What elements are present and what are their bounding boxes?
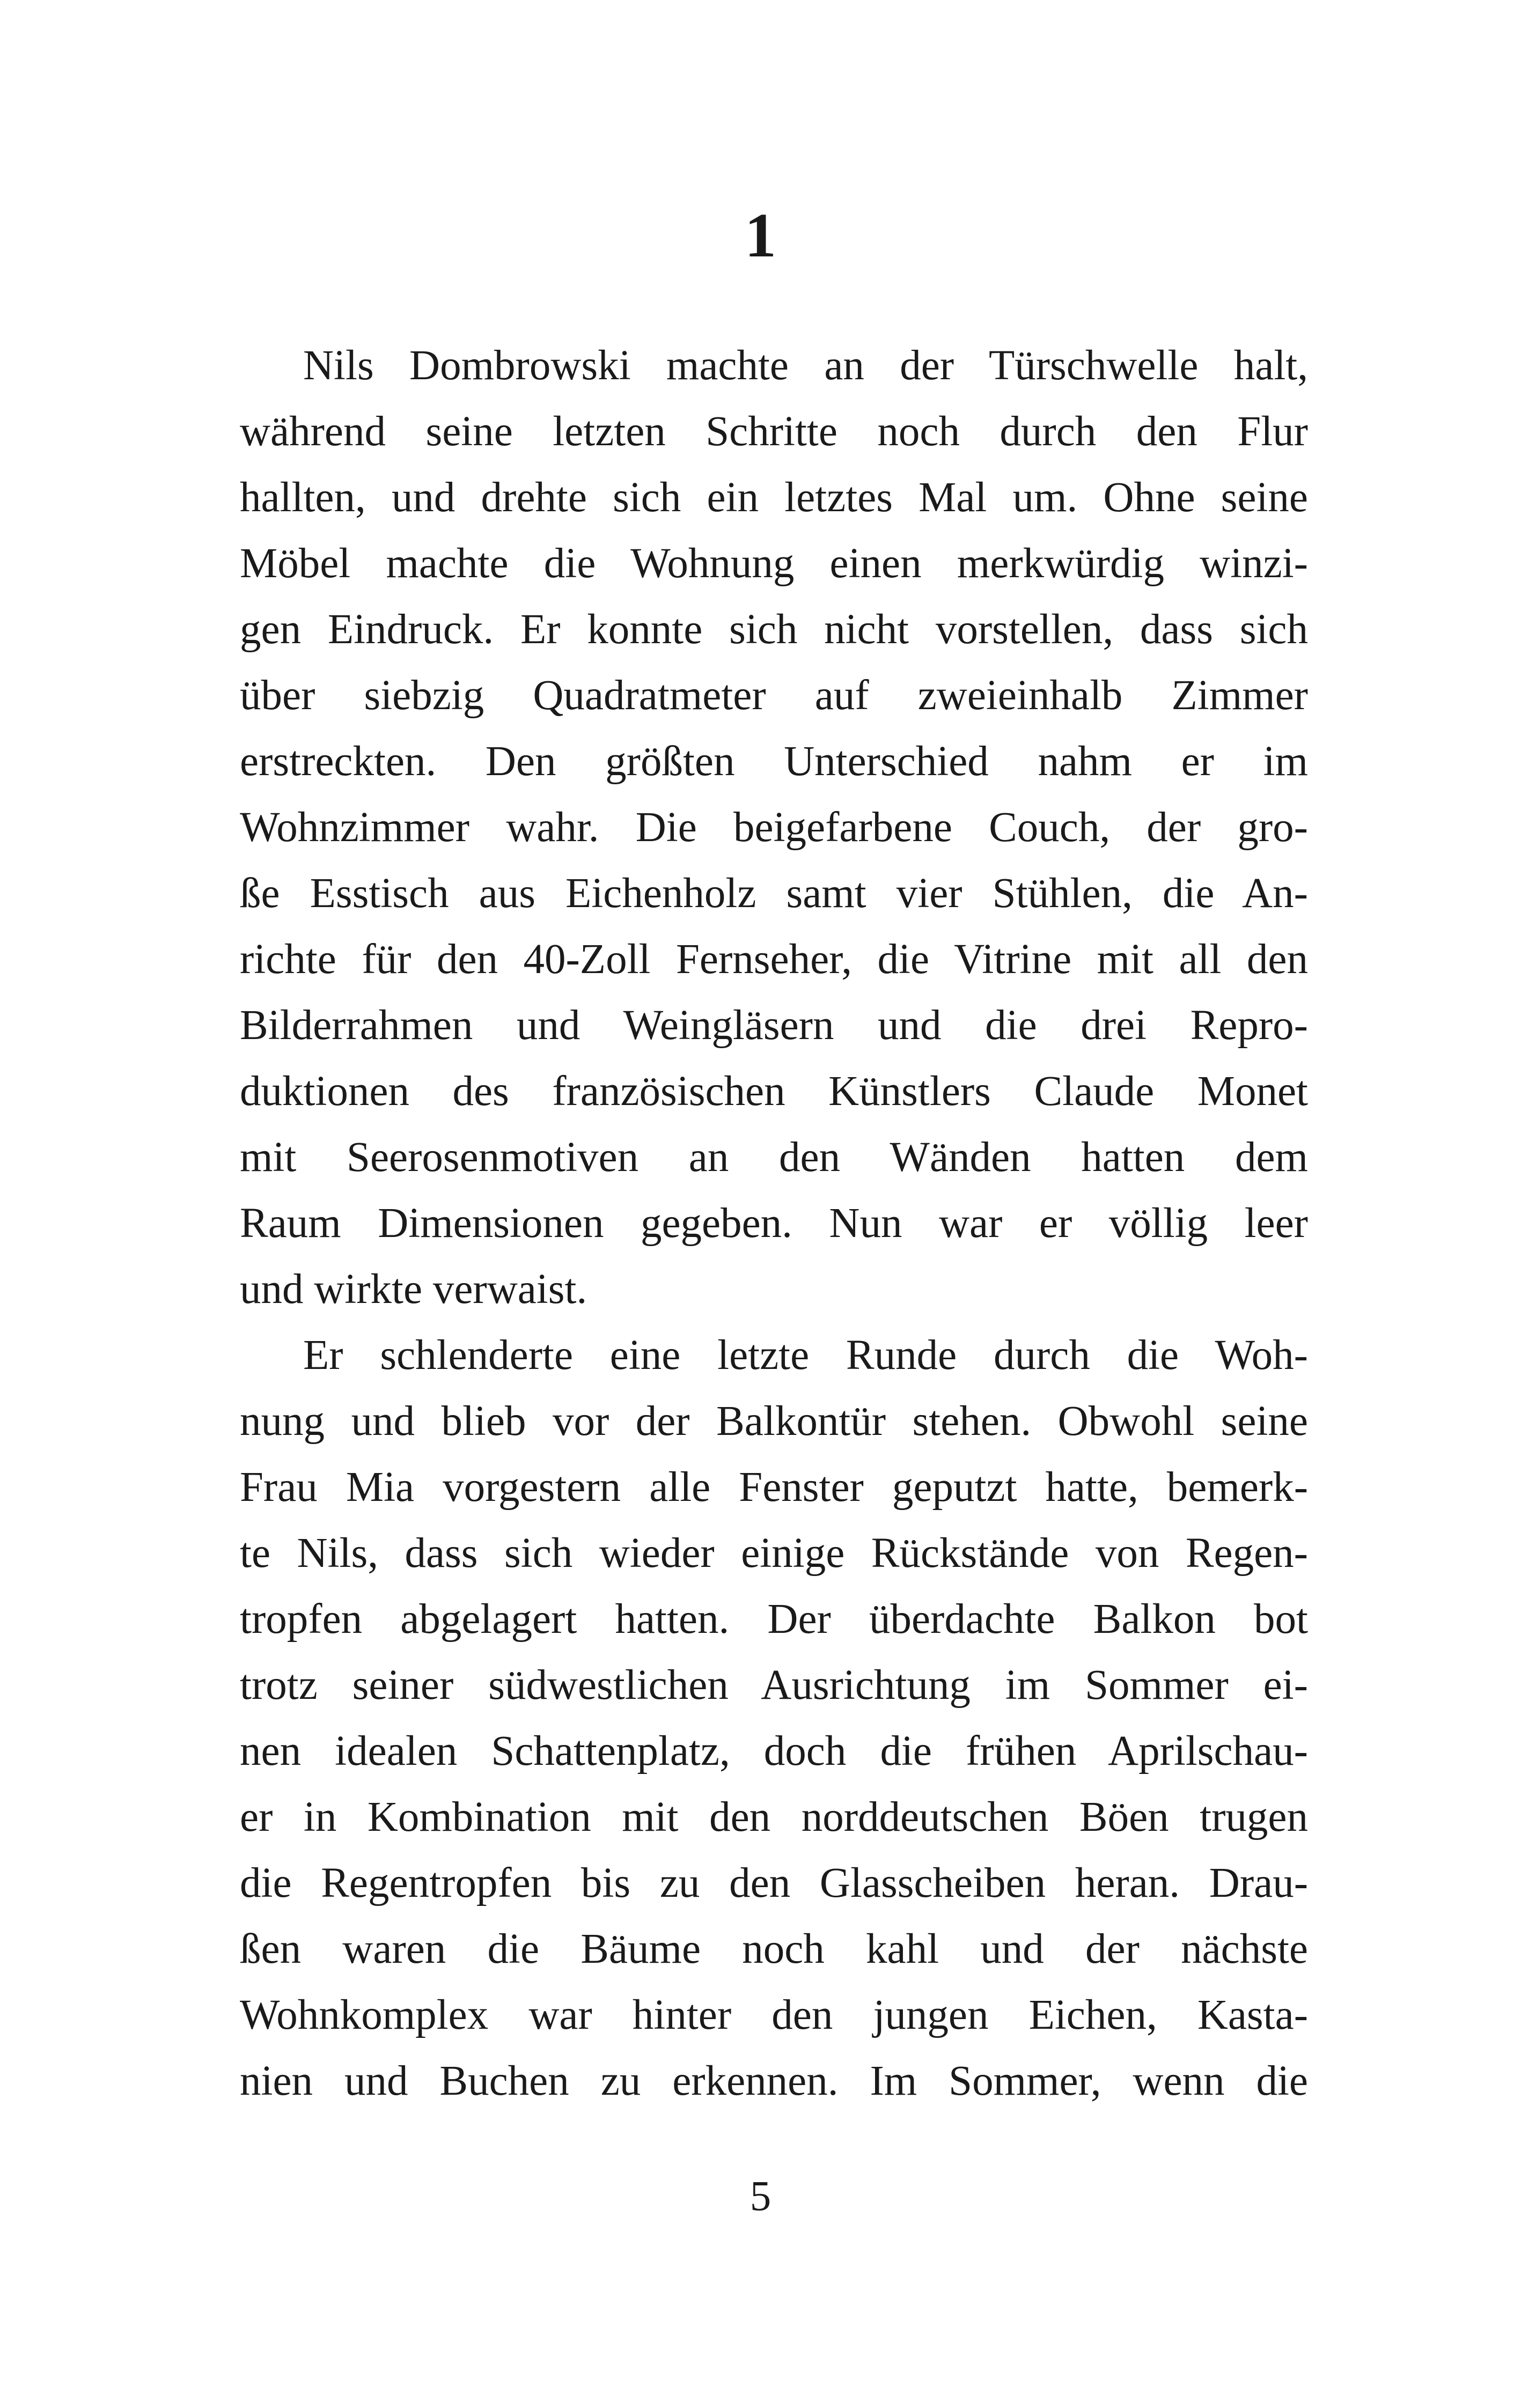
text-line: mit Seerosenmotiven an den Wänden hatten dem [240,1134,1308,1181]
text-line: gen Eindruck. Er konnte sich nicht vorstellen, dass sich [240,606,1308,653]
text-line: ße Esstisch aus Eichenholz samt vier Stühlen, die An- [240,870,1308,917]
chapter-number: 1 [745,200,776,270]
text-line: tropfen abgelagert hatten. Der überdachte Balkon bot [240,1596,1308,1643]
text-line: te Nils, dass sich wieder einige Rückstände von Regen- [240,1530,1308,1577]
text-line: nien und Buchen zu erkennen. Im Sommer, wenn die [240,2058,1308,2104]
text-line: die Regentropfen bis zu den Glasscheiben heran. Drau- [240,1860,1308,1906]
text-line: ßen waren die Bäume noch kahl und der nächste [240,1926,1308,1972]
paragraph-2 [240,1322,1308,2114]
text-line: richte für den 40-Zoll Fernseher, die Vitrine mit all den [240,936,1308,983]
text-line: über siebzig Quadratmeter auf zweieinhalb Zimmer [240,672,1308,719]
text-line: trotz seiner südwestlichen Ausrichtung im Sommer ei- [240,1662,1308,1709]
text-line: hallten, und drehte sich ein letztes Mal um. Ohne seine [240,474,1308,521]
text-line: Nils Dombrowski machte an der Türschwelle halt, [303,342,1308,389]
text-line: er in Kombination mit den norddeutschen Böen trugen [240,1794,1308,1840]
text-line: Frau Mia vorgestern alle Fenster geputzt hatte, bemerk- [240,1464,1308,1511]
text-line: Raum Dimensionen gegeben. Nun war er völlig leer [240,1200,1308,1247]
text-line: Möbel machte die Wohnung einen merkwürdig winzi- [240,540,1308,587]
page-number: 5 [750,2173,771,2220]
text-line: und wirkte verwaist. [240,1266,587,1313]
text-line: während seine letzten Schritte noch durch den Flur [240,408,1308,455]
text-line: Wohnkomplex war hinter den jungen Eichen, Kasta- [240,1992,1308,2038]
body-text [240,333,1308,2114]
text-line: erstreckten. Den größten Unterschied nahm er im [240,738,1308,785]
text-line: duktionen des französischen Künstlers Claude Monet [240,1068,1308,1115]
text-line: Wohnzimmer wahr. Die beigefarbene Couch, der gro- [240,804,1308,851]
text-line: Er schlenderte eine letzte Runde durch die Woh- [303,1332,1308,1379]
paragraph-1 [240,333,1308,1322]
text-line: Bilderrahmen und Weingläsern und die drei Repro- [240,1002,1308,1049]
text-line: nung und blieb vor der Balkontür stehen. Obwohl seine [240,1398,1308,1445]
text-line: nen idealen Schattenplatz, doch die frühen Aprilschau- [240,1728,1308,1774]
